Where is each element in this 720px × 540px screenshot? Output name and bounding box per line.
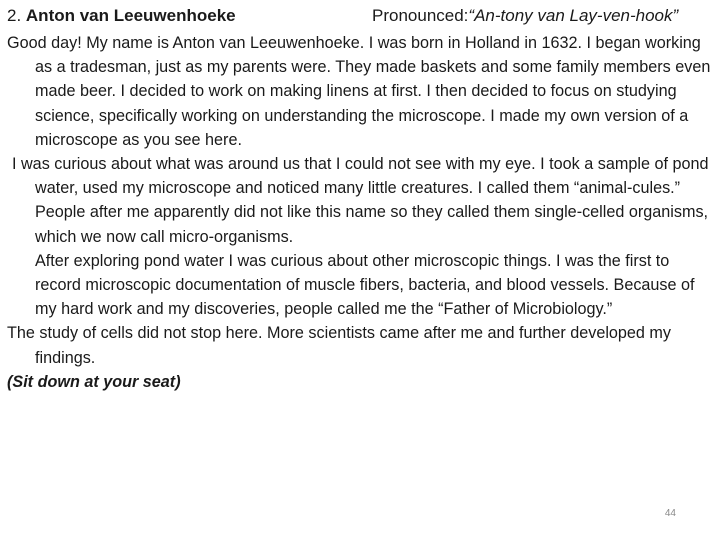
paragraph-pond-water: I was curious about what was around us that I could not see with my eye. I took a sample of pond water, used my microscope and noticed many little creatures. I called them “animal-cules.” People after me apparently did not like this name so they called them single-celled organisms, which we now call micro-organisms. bbox=[12, 155, 709, 246]
paragraph-discoveries: After exploring pond water I was curious about other microscopic things. I was the first to record microscopic documentation of muscle fibers, bacteria, and blood vessels. Because of my hard work and my discoveries, people called me the “Father of Microbiology.” bbox=[35, 251, 695, 319]
pronounced-label: Pronounced: bbox=[372, 6, 469, 25]
body-text bbox=[7, 31, 713, 394]
page-number: 44 bbox=[664, 508, 676, 519]
paragraph-intro: Good day! My name is Anton van Leeuwenhoeke. I was born in Holland in 1632. I began working as a tradesman, just as my parents were. They made baskets and some family members even made beer. I decided to work on making linens at first. I then decided to focus on studying science, specifically working on understanding the microscope. I made my own version of a microscope as you see here. bbox=[7, 34, 711, 149]
paragraph-study-of-cells: The study of cells did not stop here. More scientists came after me and further developed my findings. bbox=[7, 324, 672, 367]
scientist-name: Anton van Leeuwenhoeke bbox=[25, 6, 236, 25]
pronunciation bbox=[372, 4, 678, 28]
pronounced-text: “An-tony van Lay-ven-hook” bbox=[468, 6, 679, 25]
closing-instruction: (Sit down at your seat) bbox=[7, 372, 181, 391]
heading-number: 2. bbox=[7, 6, 26, 25]
heading-line bbox=[7, 4, 717, 28]
